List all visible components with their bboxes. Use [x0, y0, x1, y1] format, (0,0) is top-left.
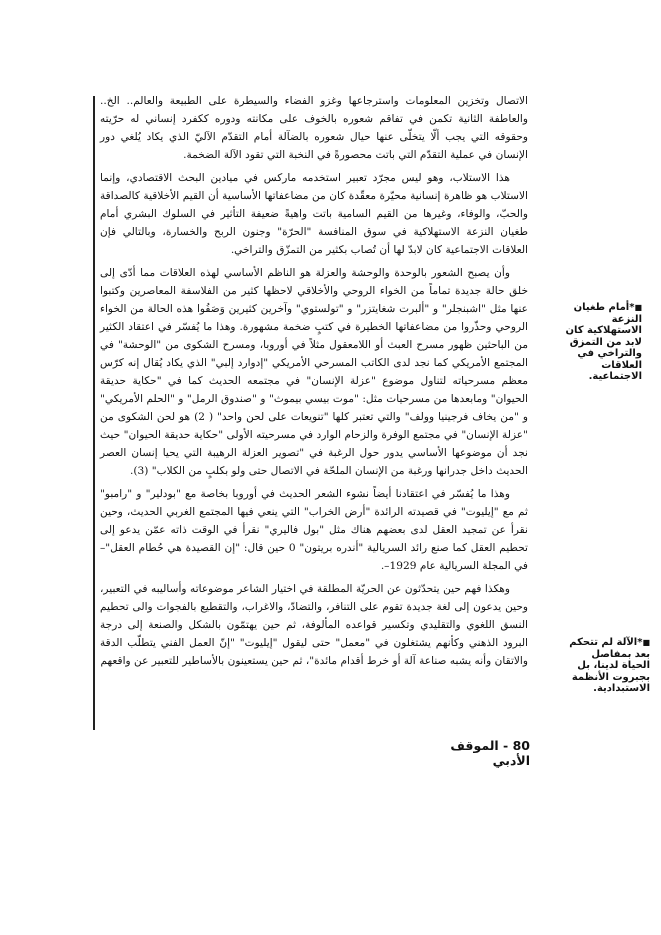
paragraph: وهذا ما يُفسّر في اعتقادنا أيضاً نشوء الشعر الحديث في أوروبا بخاصة مع "بودلير" و "رامبو" ثم مع "إيليوت" في قصيدته الرائدة "أرض الخراب" التي ينعي فيها المجتمع الغربي الحديث، وحين نقرأ عن تمجيد العقل لدى بعضهم هناك مثل "بول فاليري" نقرأ في الوقت ذاته عمّن يدعو إلى تحطيم العقل كما صنع رائد السريالية "أندره بريتون" 0 حين قال: "إن القصيدة هي حُطام العقل"– في المجلة السريالية عام 1929–.: [100, 488, 528, 572]
journal-title: الموقف الأدبي: [450, 738, 530, 768]
main-text-column: [100, 92, 528, 675]
pull-quote-text: *الآلة لم تتحكم بعد بمفاصل الحياة لدينا، بل بجبروت الأنظمة الاستبدادية.: [569, 637, 650, 694]
pull-quote-text: *أمام طغيان النزعة الاستهلاكية كان لابد من التمزق والتراخي في العلاقات الاجتماعية.: [565, 302, 642, 382]
square-bullet-icon: ■: [642, 638, 650, 647]
pull-quote-consumerism: [560, 302, 642, 383]
paragraph: الاتصال وتخزين المعلومات واسترجاعها وغزو الفضاء والسيطرة على الطبيعة والعالم.. الخ.. والعاطفة الثانية تكمن في تفاقم شعوره بالخوف على مكانته ودوره ككفرد إنساني له حرّيته وحقوقه التي يجب ألّا يتخلّى عنها حيال شعوره بالضآلة أمام التقدّم الآليّ الذي يكاد يُلغي دور الإنسان في عملية التقدّم التي باتت محصورةً في النخبة التي تقود الآلة الضخمة.: [100, 95, 528, 161]
pull-quote-machine: [560, 637, 650, 695]
paragraph: وهكذا فهم حين يتحدّثون عن الحريّة المطلقة في اختيار الشاعر موضوعاته وأساليبه في التعبير، وحين يدعون إلى لغة جديدة تقوم على التنافر، والتضادّ، والاغراب، والتقطيع بالفجوات والى تحطيم النسق اللغوي والتقليدي وتكسير قواعده المألوفة، ثم حين يهتمّون بالشكل والصنعة إلى درجة البرود الذهني وكأنهم يشتغلون في "معمل" حتى ليقول "إيليوت" "إنّ العمل الفني يتطلّب الدقة والاتقان وأنه يشبه صناعة آلة أو خرط أقدام مائدة"، ثم حين يستعينون بالأساطير للتعبير عن واقعهم: [100, 583, 528, 667]
square-bullet-icon: ■: [634, 303, 642, 312]
column-divider: [93, 96, 95, 730]
footer-separator: -: [498, 738, 513, 753]
page-footer: [420, 738, 530, 768]
page-number: 80: [512, 738, 530, 753]
paragraph: وأن يصبح الشعور بالوحدة والوحشة والعزلة هو الناظم الأساسي لهذه العلاقات مما أدّى إلى خلق حالة جديدة تماماً من الخواء الروحي والأخلاقي لاحظها كثير من الفلاسفة المعاصرين وكتبوا عنها مثل "اشبنجلر" و "ألبرت شغايتزر" و "تولستوي" وآخرين كثيرين وَصَفُوا هذه الحالة من الخواء الروحي وحذّروا من مضاعفاتها الخطيرة في كتبٍ ضخمة مشهورة. وهذا ما يُفسّر في اعتقاد الكثير من الباحثين ظهور مسرح العبث أو اللامعقول مثلاً في أوروبا، ومسرح الشكوى من "الوحشة" في المجتمع الأمريكي كما نجد لدى الكاتب المسرحي الأمريكي "إدوارد إلبي" الذي يكاد يُقال إنه كرّس معظم مسرحياته لتناول موضوع "عزلة الإنسان" في مجتمعه الحديث كما في "حكاية حديقة الحيوان" ومابعدها من مسرحيات مثل: "موت بيسي بيموث" و "صندوق الرمل" و "الحلم الأمريكي" و "من يخاف فرجينيا وولف" والتي تعتبر كلها "تنويعات على لحن واحد" ( 2) هو لحن الشكوى من "عزلة الإنسان" في مجتمع الوفرة والزحام الوارد في مسرحيته الأولى "حكاية حديقة الحيوان" حيث نجد أن موضوعها الأساسي يدور حول الرغبة في "تصوير العزلة الرهيبة التي يحيا إنسان العصر الحديث داخل جدرانها ورغبة من الإنسان الملحّة في الاتصال حتى ولو بكلبٍ من الكلاب" (3).: [100, 267, 528, 477]
paragraph: هذا الاستلاب، وهو ليس مجرّد تعبير استخدمه ماركس في ميادين البحث الاقتصادي، وإنما الاستلاب هو ظاهرة إنسانية محيّرة معقّدة كان من مضاعفاتها الأساسية أن القيم الأخلاقية كالصداقة والحبّ، والوفاء، وغيرها من القيم السامية باتت واهيةً ضعيفة التأثير في السلوك البشري أمام طغيان النزعة الاستهلاكية في سوق المنافسة "الحرّة" وجنون الربح والخسارة، وبالتالي فإن العلاقات الاجتماعية كان لابدّ لها أن تُصاب بكثير من التمزّق والتراخي.: [100, 172, 528, 256]
